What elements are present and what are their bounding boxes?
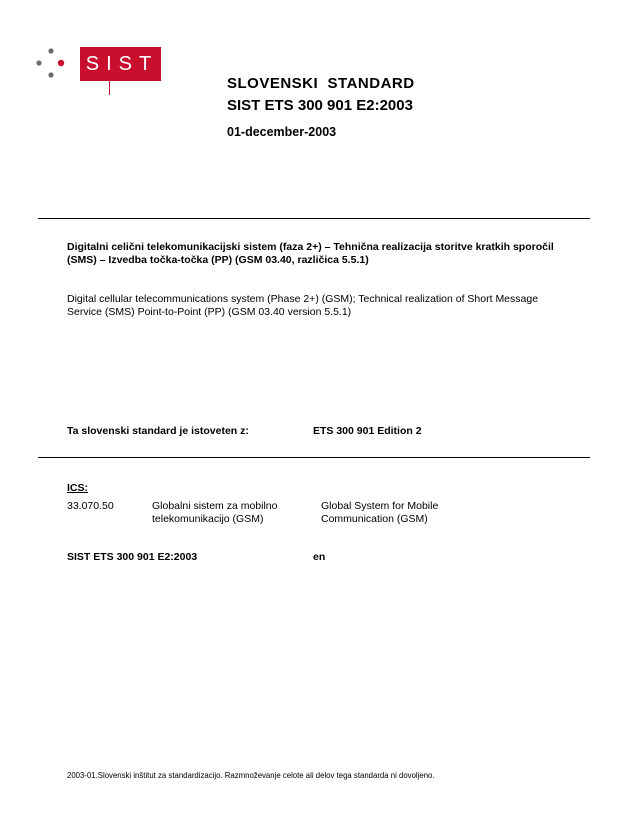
ics-label: ICS: [67,482,88,494]
sist-logo-dots-icon [34,46,74,86]
logo-underline [109,81,110,95]
document-type: SLOVENSKI STANDARD [227,75,415,92]
top-divider [38,218,590,219]
ics-code: 33.070.50 [67,500,114,512]
equivalence-value: ETS 300 901 Edition 2 [313,425,422,437]
document-id: SIST ETS 300 901 E2:2003 [67,551,198,563]
document-number: SIST ETS 300 901 E2:2003 [227,97,413,114]
sist-logo: SIST [80,47,161,81]
document-language: en [313,551,326,563]
equivalence-label: Ta slovenski standard je istoveten z: [67,425,249,437]
document-date: 01-december-2003 [227,125,337,139]
title-english: Digital cellular telecommunications system (Phase 2+) (GSM); Technical realization of Short Message Service (SMS) Point-to-Point (PP) (GSM 03.40 version 5.5.1) [67,293,539,318]
copyright-footer: 2003-01.Slovenski inštitut za standardizacijo. Razmnoževanje celote ali delov tega standarda ni dovoljeno. [67,771,435,780]
middle-divider [38,457,590,458]
ics-description-slovenian: Globalni sistem za mobilno telekomunikacijo (GSM) [152,500,278,525]
title-slovenian: Digitalni celični telekomunikacijski sistem (faza 2+) – Tehnična realizacija storitve kratkih sporočil (SMS) – Izvedba točka-točka (PP) (GSM 03.40, različica 5.5.1) [67,241,554,266]
ics-description-english: Global System for Mobile Communication (GSM) [321,500,439,525]
